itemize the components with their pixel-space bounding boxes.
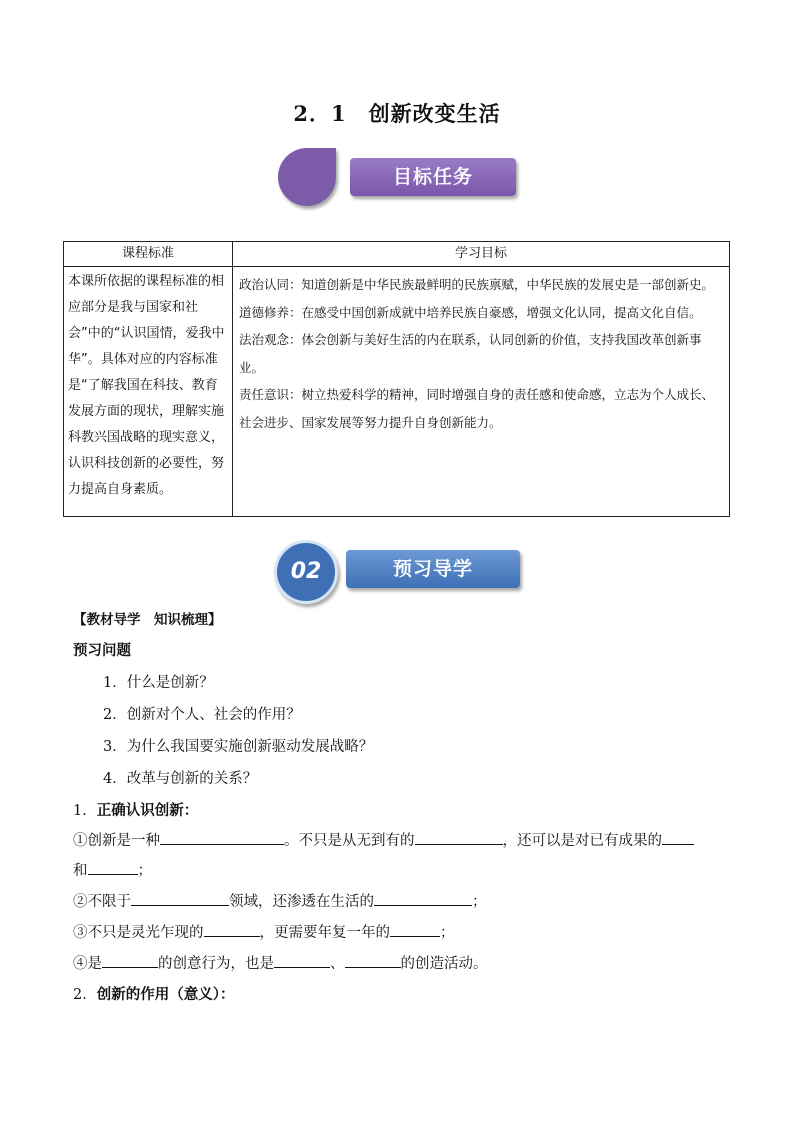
fill-line-5: ④是 的创意行为，也是 、 的创造活动。: [73, 952, 488, 973]
blank-field[interactable]: [131, 891, 229, 906]
blank-field[interactable]: [274, 953, 330, 968]
standard-cell: 本课所依据的课程标准的相应部分是我与国家和社会”中的“认识国情，爱我中华”。具体对应的内容标准是“了解我国在科技、教育发展方面的现状，理解实施科教兴国战略的现实意义，认识科技创新的必要性，努力提高自身素质。: [64, 267, 233, 517]
banner-number-badge: [274, 540, 338, 604]
question-item: 2．创新对个人、社会的作用？: [103, 707, 301, 723]
blank-field[interactable]: [390, 922, 440, 937]
banner-label: 目标任务: [350, 158, 516, 196]
fill-line-1: ①创新是一种 。不只是从无到有的 ，还可以是对已有成果的: [73, 829, 694, 850]
section-banner-goals: [278, 148, 518, 210]
goal-item: 责任意识：树立热爱科学的精神，同时增强自身的责任感和使命感，立志为个人成长、社会进步、国家发展等努力提升自身创新能力。: [239, 387, 715, 430]
question-item: 1．什么是创新？: [103, 675, 214, 691]
blank-field[interactable]: [662, 830, 694, 845]
blank-field[interactable]: [415, 830, 503, 845]
section1-heading: 1．正确认识创新：: [73, 802, 199, 819]
section2-heading: 2．创新的作用（意义）：: [73, 986, 235, 1003]
preview-title: 预习问题: [73, 642, 131, 659]
blank-field[interactable]: [102, 953, 158, 968]
guide-heading: 【教材导学 知识梳理】: [73, 612, 222, 628]
section-banner-preview: [274, 540, 522, 606]
curriculum-table: [63, 241, 730, 517]
banner-number: 02: [290, 559, 322, 584]
fill-line-4: ③不只是灵光乍现的 ，更需要年复一年的 ；: [73, 921, 455, 942]
fill-line-3: ②不限于 领域，还渗透在生活的 ；: [73, 890, 487, 911]
blank-field[interactable]: [345, 953, 401, 968]
blank-field[interactable]: [374, 891, 472, 906]
fill-line-2: 和 ；: [73, 859, 152, 880]
goal-item: 道德修养：在感受中国创新成就中培养民族自豪感，增强文化认同，提高文化自信。: [239, 304, 702, 320]
goal-item: 法治观念：体会创新与美好生活的内在联系，认同创新的价值，支持我国改革创新事业。: [239, 332, 702, 375]
banner-label: 预习导学: [346, 550, 520, 588]
table-header-goals: 学习目标: [233, 242, 730, 267]
blank-field[interactable]: [160, 830, 284, 845]
page-title: 2．1 创新改变生活: [293, 101, 501, 126]
blank-field[interactable]: [88, 860, 138, 875]
question-item: 4．改革与创新的关系？: [103, 771, 258, 787]
blank-field[interactable]: [204, 922, 260, 937]
table-header-standard: 课程标准: [64, 242, 233, 267]
question-item: 3．为什么我国要实施创新驱动发展战略？: [103, 739, 374, 755]
banner-decoration-icon: [278, 148, 336, 206]
goals-cell: [233, 267, 730, 517]
goal-item: 政治认同：知道创新是中华民族最鲜明的民族禀赋，中华民族的发展史是一部创新史。: [239, 277, 715, 292]
